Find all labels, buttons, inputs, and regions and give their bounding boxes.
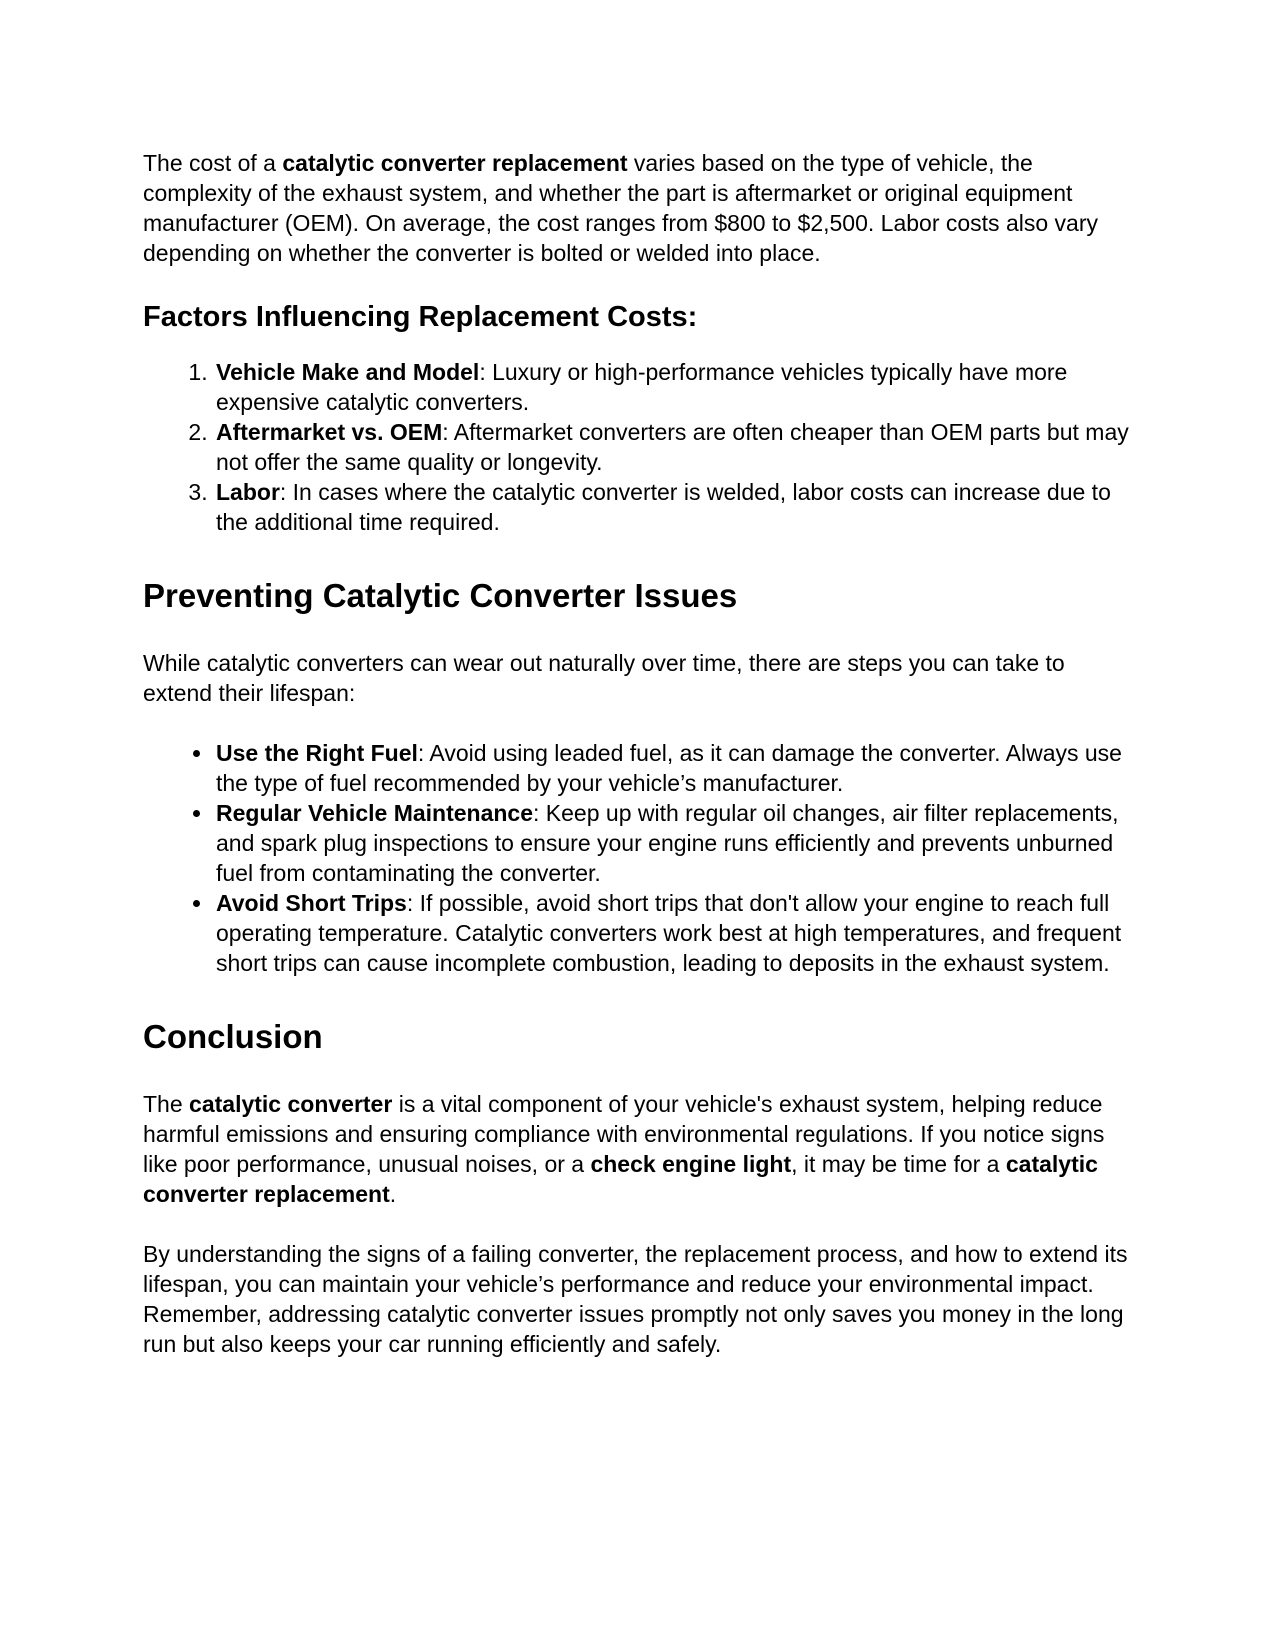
factors-list-item-1: 1. Vehicle Make and Model: Luxury or high-performance vehicles typically have more expensive catalytic converters. <box>214 357 1133 417</box>
conclusion-paragraph-2: By understanding the signs of a failing converter, the replacement process, and how to extend its lifespan, you can maintain your vehicle’s performance and reduce your environmental impact. Remember, addressing catalytic converter issues promptly not only saves you money in the long run but also keeps your car running efficiently and safely. <box>143 1241 1128 1357</box>
preventing-intro-paragraph: While catalytic converters can wear out naturally over time, there are steps you can take to extend their lifespan: <box>143 650 1065 706</box>
conclusion-heading: Conclusion <box>143 1018 323 1055</box>
preventing-list-item-1: • Use the Right Fuel: Avoid using leaded fuel, as it can damage the converter. Always use the type of fuel recommended by your vehicle’s manufacturer. <box>214 738 1133 798</box>
preventing-list-item-2: • Regular Vehicle Maintenance: Keep up with regular oil changes, air filter replacements, and spark plug inspections to ensure your engine runs efficiently and prevents unburned fuel from contaminating the converter. <box>214 798 1133 888</box>
factors-list <box>143 357 1133 537</box>
factors-list-item-3: 3. Labor: In cases where the catalytic converter is welded, labor costs can increase due to the additional time required. <box>214 477 1133 537</box>
preventing-list <box>143 738 1133 978</box>
factors-list-item-2: 2. Aftermarket vs. OEM: Aftermarket converters are often cheaper than OEM parts but may not offer the same quality or longevity. <box>214 417 1133 477</box>
preventing-heading: Preventing Catalytic Converter Issues <box>143 577 738 614</box>
preventing-list-item-3: • Avoid Short Trips: If possible, avoid short trips that don't allow your engine to reach full operating temperature. Catalytic converters work best at high temperatures, and frequent short trips can cause incomplete combustion, leading to deposits in the exhaust system. <box>214 888 1133 978</box>
conclusion-paragraph-1: The catalytic converter is a vital component of your vehicle's exhaust system, helping reduce harmful emissions and ensuring compliance with environmental regulations. If you notice signs like poor performance, unusual noises, or a check engine light, it may be time for a catalytic converter replacement. <box>143 1091 1105 1207</box>
factors-heading: Factors Influencing Replacement Costs: <box>143 301 698 333</box>
intro-paragraph: The cost of a catalytic converter replacement varies based on the type of vehicle, the complexity of the exhaust system, and whether the part is aftermarket or original equipment manufacturer (OEM). On average, the cost ranges from $800 to $2,500. Labor costs also vary depending on whether the converter is bolted or welded into place. <box>143 150 1098 266</box>
